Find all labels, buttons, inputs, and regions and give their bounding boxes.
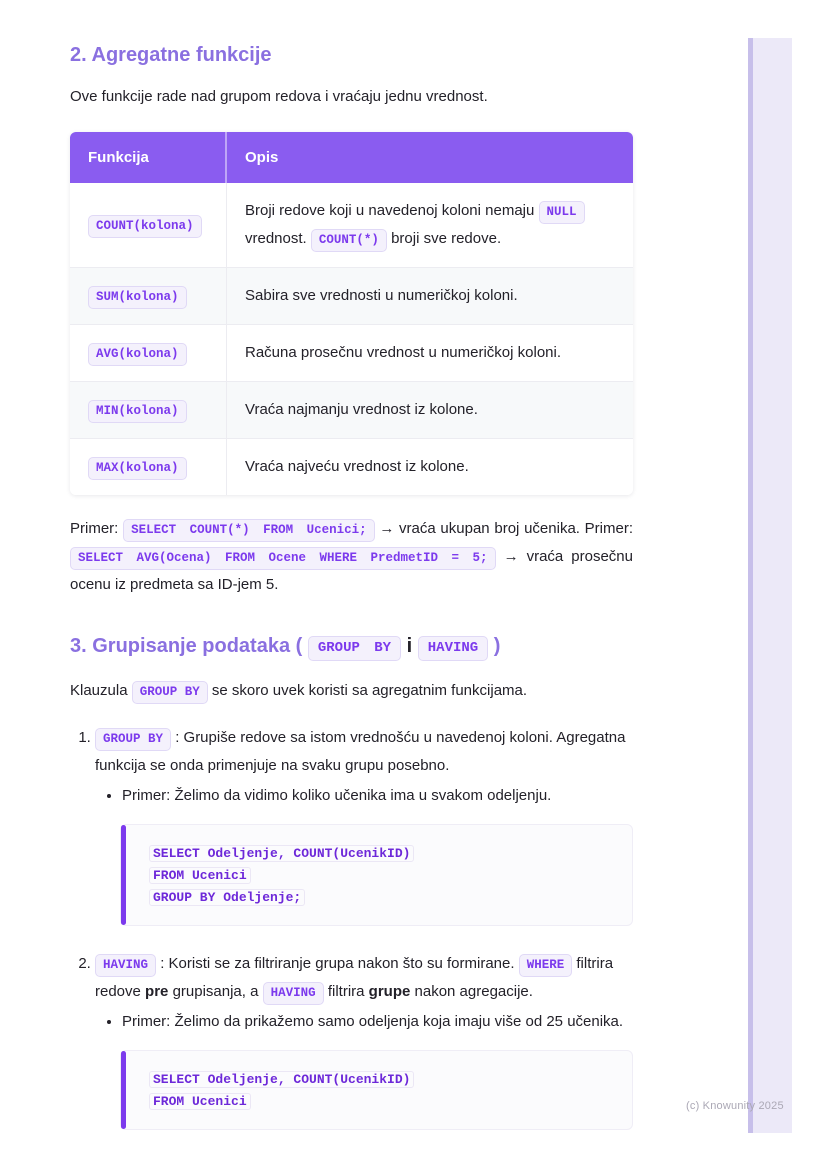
aggregate-functions-table xyxy=(70,132,633,495)
bullet-example: • Primer: Želimo da prikažemo samo odeljenja koja imaju više od 25 učenika. xyxy=(122,1008,633,1036)
text-run: : Grupiše redove sa istom vrednošću u navedenoj koloni. Agregatna funkcija se onda primenjuje na svaku grupu posebno. xyxy=(95,729,626,774)
examples-paragraph xyxy=(70,515,633,599)
sql-code-block xyxy=(120,824,633,926)
description-cell xyxy=(227,268,633,325)
table-header-row xyxy=(70,132,633,183)
bullet-example: • Primer: Želimo da vidimo koliko učenika ima u svakom odeljenju. xyxy=(122,782,633,810)
inline-sql-chip: HAVING xyxy=(418,636,488,661)
example-bullets xyxy=(95,782,633,810)
page-edge-strip xyxy=(748,38,792,1133)
sql-code-line: GROUP BY Odeljenje; xyxy=(149,886,612,908)
table-header-funkcija: Funkcija xyxy=(70,132,227,183)
description-cell xyxy=(227,439,633,495)
text-run: filtrira xyxy=(327,983,365,1000)
text-run: Primer: xyxy=(70,520,119,537)
inline-sql-chip: NULL xyxy=(539,201,585,224)
example-bullets xyxy=(95,1008,633,1036)
copyright-notice: (c) Knowunity 2025 xyxy=(686,1100,784,1112)
inline-sql-chip: SELECT AVG(Ocena) FROM Ocene WHERE PredmetID = 5; xyxy=(70,547,496,570)
text-run: Sabira sve vrednosti u numeričkoj koloni. xyxy=(245,287,518,304)
table-row xyxy=(70,382,633,439)
list-item-having xyxy=(95,950,633,1130)
document-content xyxy=(70,0,633,1133)
text-run: Računa prosečnu vrednost u numeričkoj koloni. xyxy=(245,344,562,361)
text-run: grupe xyxy=(368,983,411,1000)
inline-sql-chip: SELECT COUNT(*) FROM Ucenici; xyxy=(123,519,375,542)
function-cell xyxy=(70,268,227,325)
sql-function-chip: MIN(kolona) xyxy=(88,400,187,423)
text-run: 3. Grupisanje podataka ( xyxy=(70,635,303,657)
text-run: : Koristi se za filtriranje grupa nakon što su formirane. xyxy=(160,955,515,972)
sql-code-line: SELECT Odeljenje, COUNT(UcenikID) xyxy=(149,842,612,864)
text-run: filtrira redove xyxy=(95,955,614,1000)
sql-code-line: FROM Ucenici xyxy=(149,864,612,886)
inline-sql-chip: GROUP BY xyxy=(95,728,171,751)
table-row xyxy=(70,268,633,325)
table-row xyxy=(70,439,633,495)
text-run: pre xyxy=(145,983,169,1000)
table-row xyxy=(70,325,633,382)
list-item-group-by xyxy=(95,724,633,926)
sql-function-chip: COUNT(kolona) xyxy=(88,215,202,238)
list-item-text xyxy=(95,724,633,780)
text-run: se skoro uvek koristi sa agregatnim funkcijama. xyxy=(211,682,528,699)
text-run: i xyxy=(406,635,413,657)
text-run: ) xyxy=(493,635,501,657)
list-item-text xyxy=(95,950,633,1006)
inline-sql-chip: GROUP BY xyxy=(132,681,208,704)
inline-sql-chip: WHERE xyxy=(519,954,573,977)
inline-sql-chip: GROUP BY xyxy=(308,636,401,661)
function-cell xyxy=(70,439,227,495)
sql-function-chip: MAX(kolona) xyxy=(88,457,187,480)
function-cell xyxy=(70,382,227,439)
sql-code-line: FROM Ucenici xyxy=(149,1090,612,1112)
table-row xyxy=(70,183,633,268)
text-run: Vraća najveću vrednost iz kolone. xyxy=(245,458,469,475)
section-2-intro: Ove funkcije rade nad grupom redova i vraćaju jednu vrednost. xyxy=(70,88,488,105)
inline-sql-chip: HAVING xyxy=(95,954,156,977)
section-3-intro xyxy=(70,678,633,704)
section-3-title xyxy=(70,631,633,662)
text-run: Klauzula xyxy=(70,682,128,699)
grouping-list xyxy=(70,724,633,1130)
description-cell xyxy=(227,382,633,439)
text-run: Vraća najmanju vrednost iz kolone. xyxy=(245,401,478,418)
inline-sql-chip: HAVING xyxy=(263,982,324,1005)
section-2-title: 2. Agregatne funkcije xyxy=(70,44,272,66)
text-run: nakon agregacije. xyxy=(414,983,533,1000)
table-header-opis: Opis xyxy=(227,132,633,183)
sql-code-block xyxy=(120,1050,633,1130)
text-run: vrednost. xyxy=(245,230,307,247)
function-cell xyxy=(70,325,227,382)
text-run: Broji redove koji u navedenoj koloni nemaju xyxy=(245,202,535,219)
text-run: grupisanja, a xyxy=(172,983,259,1000)
text-run: → vraća prosečnu ocenu iz predmeta sa ID-jem 5. xyxy=(70,548,633,593)
description-cell xyxy=(227,183,633,268)
description-cell xyxy=(227,325,633,382)
sql-code-line: SELECT Odeljenje, COUNT(UcenikID) xyxy=(149,1068,612,1090)
inline-sql-chip: COUNT(*) xyxy=(311,229,387,252)
text-run: broji sve redove. xyxy=(391,230,502,247)
text-run: → vraća ukupan broj učenika. Primer: xyxy=(379,520,633,537)
function-cell xyxy=(70,183,227,268)
sql-function-chip: AVG(kolona) xyxy=(88,343,187,366)
sql-function-chip: SUM(kolona) xyxy=(88,286,187,309)
